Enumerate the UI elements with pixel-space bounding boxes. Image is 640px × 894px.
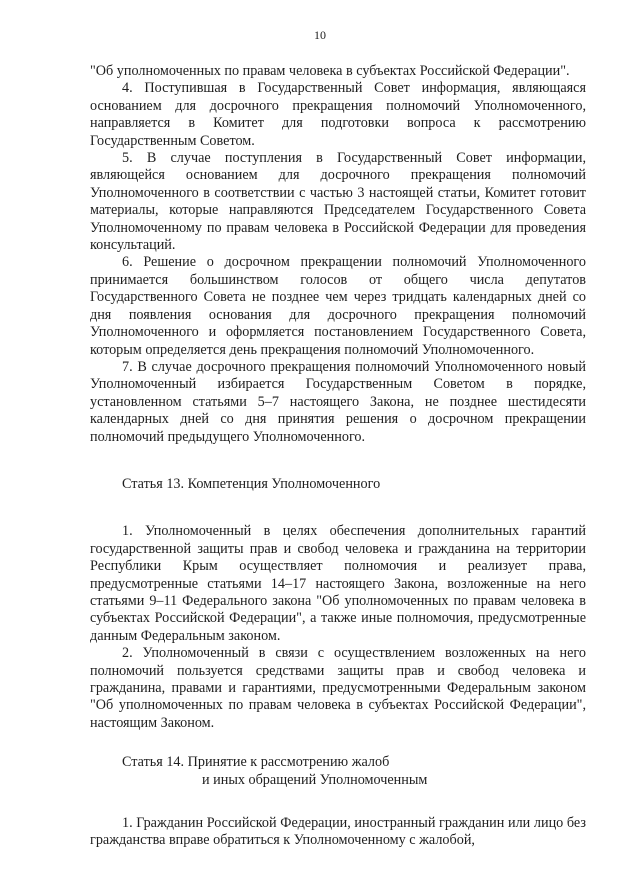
article-14-paragraph-1: 1. Гражданин Российской Федерации, иностранный гражданин или лицо без гражданства вправе обратиться к Уполномоченному с жалобой, — [90, 815, 586, 849]
paragraph-5: 5. В случае поступления в Государственный Совет информации, являющейся основанием для досрочного прекращения полномочий Уполномоченного в соответствии с частью 3 настоящей статьи, Комитет готовит материалы, которые направляются Председателем Государственного Совета Уполномоченному по правам человека в Российской Федерации для проведения консультаций. — [90, 150, 586, 254]
paragraph-4: 4. Поступившая в Государственный Совет информация, являющаяся основанием для досрочного прекращения полномочий Уполномоченного, направляется в Комитет для подготовки вопроса к рассмотрению Государственным Советом. — [90, 80, 586, 149]
page-number: 10 — [314, 28, 326, 42]
article-14-heading-line-1: Статья 14. Принятие к рассмотрению жалоб — [122, 754, 390, 771]
article-13-paragraph-2: 2. Уполномоченный в связи с осуществлением возложенных на него полномочий пользуется средствами защиты прав и свобод человека и гражданина, правами и гарантиями, предусмотренными Федеральным законом "Об уполномоченных по правам человека в субъектах Российской Федерации", настоящим Законом. — [90, 645, 586, 731]
article-14-heading-line-2: и иных обращений Уполномоченным — [202, 771, 428, 788]
paragraph-6: 6. Решение о досрочном прекращении полномочий Уполномоченного принимается большинством голосов от общего числа депутатов Государственного Совета не позднее чем через тридцать календарных дней со дня появления основания для досрочного прекращения полномочий Уполномоченного и оформляется постановлением Государственного Совета, которым определяется день прекращения полномочий Уполномоченного. — [90, 254, 586, 358]
paragraph-continuation: "Об уполномоченных по правам человека в субъектах Российской Федерации". — [90, 63, 570, 79]
article-14-heading — [90, 754, 586, 789]
document-body — [90, 63, 586, 850]
paragraph-7: 7. В случае досрочного прекращения полномочий Уполномоченного новый Уполномоченный избирается Государственным Советом в порядке, установленном статьями 5–7 настоящего Закона, не позднее шестидесяти календарных дней со дня принятия решения о досрочном прекращении полномочий предыдущего Уполномоченного. — [90, 358, 586, 445]
article-13-heading: Статья 13. Компетенция Уполномоченного — [122, 475, 381, 492]
article-13-paragraph-1: 1. Уполномоченный в целях обеспечения дополнительных гарантий государственной защиты прав и свобод человека и гражданина на территории Республики Крым осуществляет полномочия и реализует права, предусмотренные статьями 14–17 настоящего Закона, возложенные на него статьями 9–11 Федерального закона "Об уполномоченных по правам человека в субъектах Российской Федерации", а также иные полномочия, предусмотренные данным Федеральным законом. — [90, 523, 586, 644]
